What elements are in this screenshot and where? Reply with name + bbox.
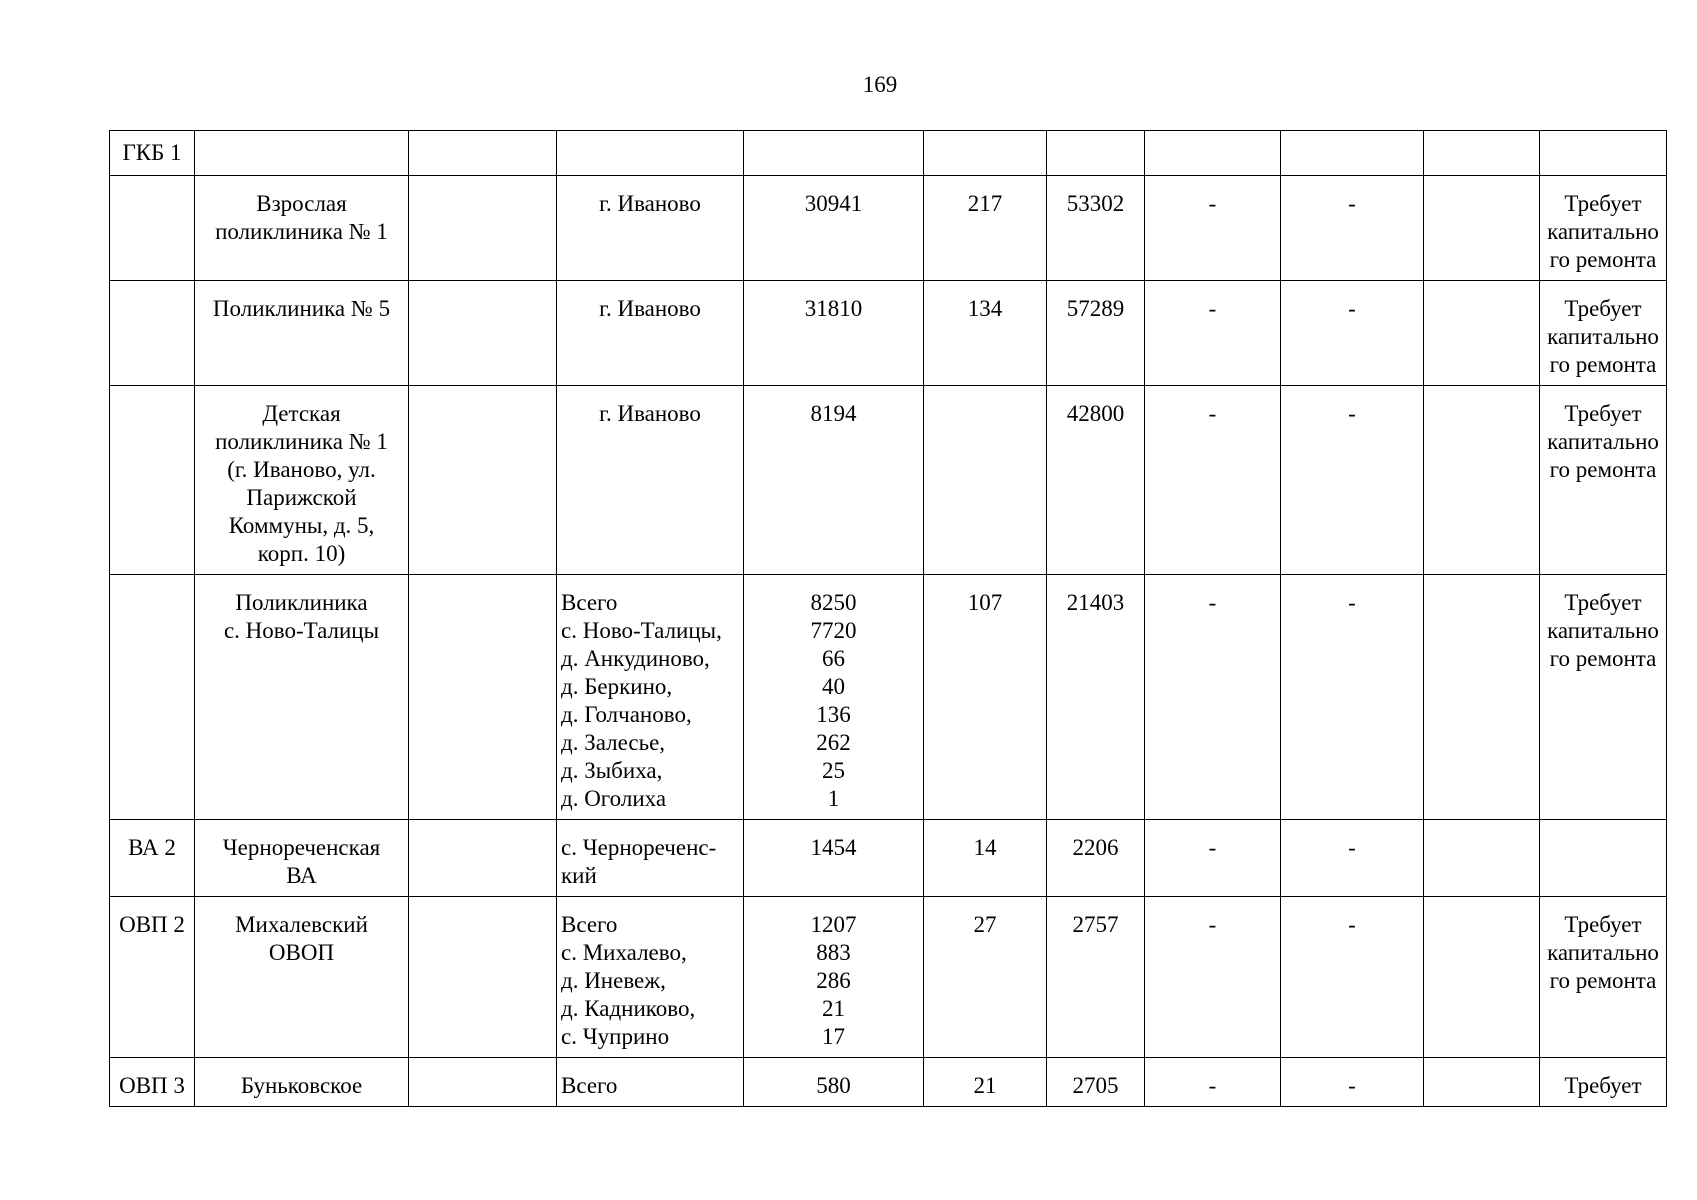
table-row [110,131,1667,176]
cell-population: 31810 [744,281,924,386]
cell-code [110,575,195,820]
cell-population: 8194 [744,386,924,575]
cell-value-6: 134 [924,281,1047,386]
table-row [110,386,1667,575]
cell-settlement: Всего с. Михалево, д. Иневеж, д. Кадниково, с. Чуприно [557,897,744,1058]
cell-value-7: 53302 [1047,176,1145,281]
table-row [110,281,1667,386]
cell-value-9: - [1281,1058,1424,1107]
cell-code: ОВП 2 [110,897,195,1058]
cell-name: Детская поликлиника № 1 (г. Иваново, ул. Парижской Коммуны, д. 5, корп. 10) [195,386,409,575]
cell-value-9: - [1281,820,1424,897]
cell-name: Чернореченская ВА [195,820,409,897]
cell-empty [409,1058,557,1107]
cell-value-8: - [1145,176,1281,281]
cell-value-7: 42800 [1047,386,1145,575]
cell-value-10 [1424,1058,1540,1107]
cell-value-9: - [1281,176,1424,281]
cell-code [110,386,195,575]
cell-value-10 [1424,176,1540,281]
cell-value-7 [1047,131,1145,176]
cell-value-7: 2206 [1047,820,1145,897]
cell-value-8: - [1145,386,1281,575]
cell-note: Требует капитально го ремонта [1540,897,1667,1058]
cell-empty [409,176,557,281]
cell-value-10 [1424,386,1540,575]
cell-name: Буньковское [195,1058,409,1107]
cell-name: Поликлиника с. Ново-Талицы [195,575,409,820]
cell-value-6 [924,131,1047,176]
cell-code: ОВП 3 [110,1058,195,1107]
cell-value-8 [1145,131,1281,176]
cell-note [1540,820,1667,897]
cell-empty [409,131,557,176]
cell-value-6: 107 [924,575,1047,820]
cell-value-9: - [1281,281,1424,386]
cell-value-6: 217 [924,176,1047,281]
table-row [110,820,1667,897]
cell-value-7: 2705 [1047,1058,1145,1107]
cell-value-6: 21 [924,1058,1047,1107]
cell-note [1540,131,1667,176]
cell-settlement: г. Иваново [557,281,744,386]
facilities-table [109,130,1667,1107]
cell-settlement [557,131,744,176]
cell-settlement: г. Иваново [557,176,744,281]
cell-code: ВА 2 [110,820,195,897]
cell-value-9: - [1281,386,1424,575]
cell-value-6 [924,386,1047,575]
cell-population: 580 [744,1058,924,1107]
cell-value-10 [1424,575,1540,820]
table-row [110,176,1667,281]
cell-value-10 [1424,820,1540,897]
cell-value-6: 14 [924,820,1047,897]
cell-population: 30941 [744,176,924,281]
cell-note: Требует капитально го ремонта [1540,386,1667,575]
cell-value-9: - [1281,575,1424,820]
cell-value-8: - [1145,897,1281,1058]
cell-value-9 [1281,131,1424,176]
cell-settlement: с. Чернореченс- кий [557,820,744,897]
table-row [110,1058,1667,1107]
cell-value-8: - [1145,575,1281,820]
table-row [110,575,1667,820]
cell-name: Поликлиника № 5 [195,281,409,386]
page-number: 169 [862,72,898,97]
cell-population: 8250 7720 66 40 136 262 25 1 [744,575,924,820]
cell-name: Взрослая поликлиника № 1 [195,176,409,281]
cell-population: 1207 883 286 21 17 [744,897,924,1058]
cell-note: Требует [1540,1058,1667,1107]
cell-empty [409,897,557,1058]
cell-settlement: Всего [557,1058,744,1107]
cell-empty [409,281,557,386]
cell-note: Требует капитально го ремонта [1540,176,1667,281]
cell-value-8: - [1145,820,1281,897]
cell-value-8: - [1145,1058,1281,1107]
cell-value-7: 21403 [1047,575,1145,820]
table-row [110,897,1667,1058]
cell-value-10 [1424,897,1540,1058]
cell-population [744,131,924,176]
cell-value-7: 57289 [1047,281,1145,386]
cell-code: ГКБ 1 [110,131,195,176]
cell-note: Требует капитально го ремонта [1540,575,1667,820]
cell-value-9: - [1281,897,1424,1058]
cell-value-7: 2757 [1047,897,1145,1058]
cell-note: Требует капитально го ремонта [1540,281,1667,386]
cell-empty [409,575,557,820]
cell-name: Михалевский ОВОП [195,897,409,1058]
cell-empty [409,386,557,575]
cell-settlement: г. Иваново [557,386,744,575]
cell-code [110,176,195,281]
cell-value-8: - [1145,281,1281,386]
cell-settlement: Всего с. Ново-Талицы, д. Анкудиново, д. Беркино, д. Голчаново, д. Залесье, д. Зыбиха, д. Оголиха [557,575,744,820]
cell-population: 1454 [744,820,924,897]
cell-name [195,131,409,176]
cell-value-6: 27 [924,897,1047,1058]
cell-value-10 [1424,131,1540,176]
cell-code [110,281,195,386]
cell-value-10 [1424,281,1540,386]
cell-empty [409,820,557,897]
